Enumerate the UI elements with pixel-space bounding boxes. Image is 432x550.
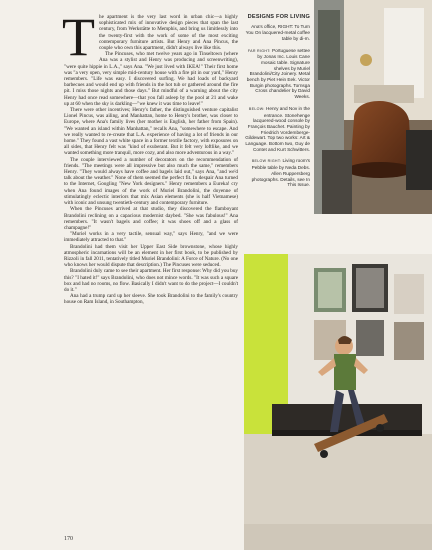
office-photo	[314, 0, 432, 214]
drop-cap: T	[62, 7, 95, 67]
article-paragraph: The apartment is the very last word in urban chic—a highly sophisticated mix of innovative design pieces that span the last century, from Werkstätte to Memphis, and bring us limitlessly into the twenty-first with the work of some of the most exciting contemporary furniture artists. But Henry and Ana Pincus, the couple who own this apartment, didn't always live like this.	[62, 7, 238, 67]
article-paragraph: When the Pincuses arrived at that studio, they discovered the flamboyant Brandolini reclining on a capacious modernist daybed. "She was fabulous!" Ana remembers. "It wasn't bagels and coffee; it was shoes off and a glass of champagne!"	[64, 206, 238, 231]
article-paragraph: "Muriel works in a very tactile, sensual way," says Henry, "and we were immediately attracted to that."	[64, 231, 238, 244]
office-photo-image	[314, 0, 432, 214]
caption	[244, 106, 310, 153]
article-paragraph: There were other incentives; Henry's father, the distinguished venture capitalist Lionel Pincus, was ailing, and Manhattan, home to Henry's brother, was closer to Europe, where Ana's family lives (her mother is English, her father from Spain). "We wanted an island within Manhattan," recalls Ana, "somewhere to escape. And we really wanted to re-create that L.A. experience of having a lot of friends in our home." They found a vast white space in a former textile factory, with exposures on all sides, that Henry felt was "kind of exuberant. But it felt very loftlike, and we wanted something more tranquil, more cozy, and also more adventurous in a way."	[64, 107, 238, 157]
caption-text: Henry and Nov in the entrance. Stonehenge lacquered-wood console by François Bauchet. Painting by Friedrich Vordemberge-Gildewart. Top two works: Art & Language. Bottom two, Guy de Contet and Kurt Schwitters.	[245, 105, 310, 152]
article-paragraph: The couple interviewed a number of decorators on the recommendation of friends. "The meetings were all impressive but also much the same," remembers Henry. "They would always have coffee and bagels laid out," says Ana, "and we'd talk about the weather." None of them seemed the perfect fit. In despair Ana turned to the Internet, Googling "New York designers." Henry remembers a Eureka! cry when Ana found images of the work of Muriel Brandolini, the doyenne of stimulatingly eclectic interiors that mix Asian elements (she is half Vietnamese) with iconic and unsung twentieth-century and contemporary furniture.	[64, 156, 238, 207]
skateboarder-photo	[244, 254, 432, 550]
caption-label: BELOW RIGHT:	[251, 159, 282, 164]
skateboarder-photo-image	[244, 254, 432, 550]
article-paragraph: The Pincuses, who met twelve years ago in Tinseltown (where Ana was a stylist and Henry was producing and screenwriting), "were quite hippie in L.A.," says Ana. "We just lived with IKEA!" Their first home was "a very open, very simple mid-century house with a fire pit in our yard," Henry remembers. "Life was easy. I discovered surfing. We had loads of backyard barbecues and would end up with friends in the hot tub or gathered around the fire pit. I miss those nights and those days." But mindful of a warning about the city Henry had once read somewhere—that you fall asleep by the pool at 21 and wake up at 60 when the sky is darkling—"we knew it was time to leave!"	[64, 51, 238, 107]
photo-captions	[244, 14, 310, 194]
caption-label: FAR RIGHT:	[247, 48, 271, 53]
caption	[244, 158, 310, 188]
article-paragraph: Brandolini had them visit her Upper East Side brownstone, whose highly atmospheric incarnations will be an element in her first book, to be published by Rizzoli in fall 2011, tentatively titled Muriel Brandolini: A Force of Nature. (No one who knows her would dispute that description.) The Pincuses were seduced.	[64, 243, 238, 269]
caption-text: Living room's Pebble table by Neda Debs. Allen Ruppersberg photographs. Details, see In This Issue.	[251, 158, 310, 188]
article-paragraph: Brandolini duly came to see their apartment. Her first response: Why did you buy this? "I hated it!" says Brandolini, who does not mince words. "It was such a square box and had no rooms, no flow. Basically I didn't want to do the project—I couldn't do it."	[64, 268, 238, 293]
article-paragraph: Ana had a trump card up her sleeve. She took Brandolini to the family's country house on Ram Island, in Southampton,	[64, 293, 238, 306]
caption-text: Portuguese settee by Jonas Inc. Louis Cane mosaic table. Signature shelves by Muriel Brandolini/City Joinery. Metal bench by Piet Hein Eek. Victor Burgin photographs. Tornsga Cross chandelier by David Weeks.	[246, 47, 310, 100]
page-number: 170	[64, 536, 73, 542]
caption	[244, 48, 310, 100]
article-body	[62, 7, 238, 306]
caption-text: Ana's office, RIGHT: To Turn You On lacquered-metal coffee table by di-m.	[245, 24, 310, 41]
section-heading: DESIGNS FOR LIVING	[247, 14, 310, 20]
caption-label: BELOW:	[248, 106, 265, 111]
caption	[244, 24, 310, 41]
